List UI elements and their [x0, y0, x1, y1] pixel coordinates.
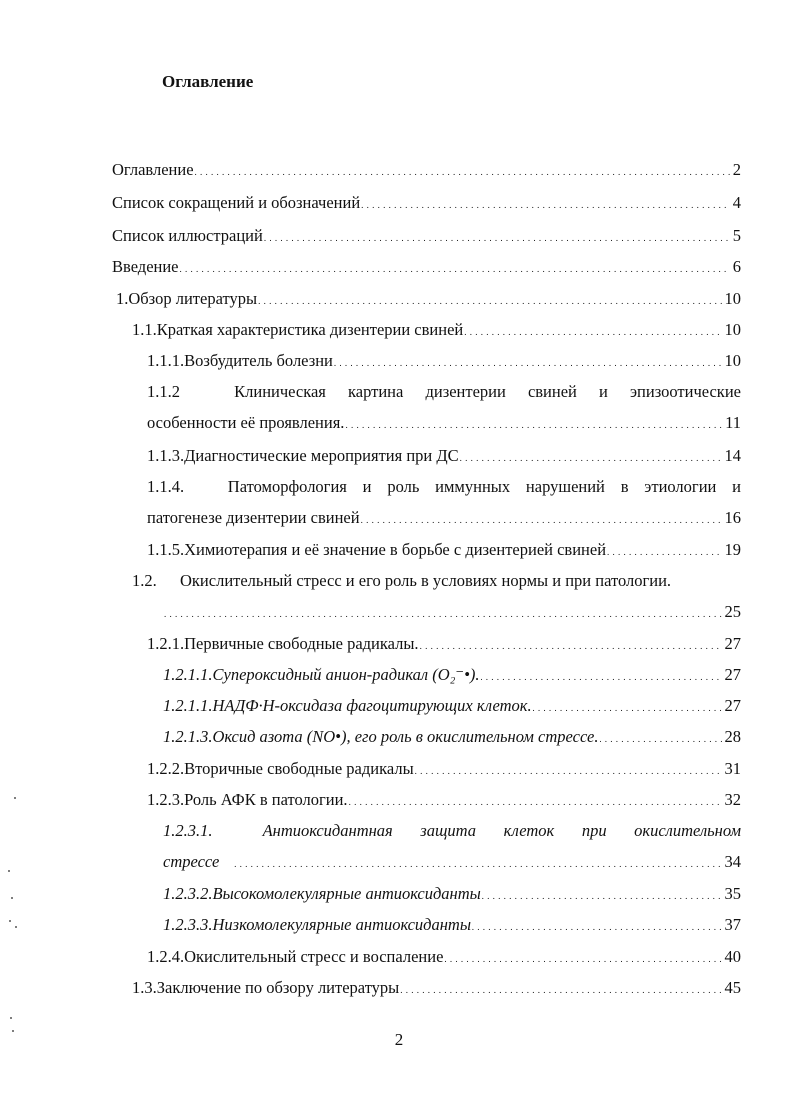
- leader-dots: [180, 257, 730, 277]
- toc-entry-page: 19: [724, 540, 741, 559]
- toc-word: и: [362, 477, 372, 496]
- toc-entry[interactable]: [112, 257, 741, 277]
- toc-entry[interactable]: [147, 446, 741, 466]
- toc-entry[interactable]: [163, 884, 741, 904]
- toc-word: свиней: [527, 382, 577, 401]
- toc-entry-number: 1.2.4.: [147, 947, 185, 966]
- toc-word: Антиоксидантная: [262, 821, 393, 840]
- scan-speck: [8, 870, 10, 872]
- toc-entry-title: Обзор литературы: [128, 289, 258, 308]
- scan-speck: [11, 897, 13, 899]
- scan-speck: [10, 1017, 12, 1019]
- leader-dots: [195, 160, 730, 180]
- toc-entry-title: Заключение по обзору литературы: [156, 978, 400, 997]
- scan-speck: [9, 920, 11, 922]
- leader-dots: [361, 193, 730, 213]
- toc-entry-number: 1.1.: [132, 320, 157, 339]
- toc-entry-page: 6: [732, 257, 741, 276]
- toc-entry-page: 27: [724, 665, 741, 684]
- toc-entry-number: 1.2.: [132, 571, 157, 590]
- toc-entry-first-line[interactable]: [132, 571, 741, 591]
- toc-word: Клиническая: [234, 382, 326, 401]
- toc-entry-page: 14: [724, 446, 741, 465]
- toc-entry[interactable]: [132, 320, 741, 340]
- page-number: 2: [394, 1030, 404, 1049]
- toc-entry-title: Краткая характеристика дизентерии свиней: [156, 320, 464, 339]
- toc-entry[interactable]: [163, 915, 741, 935]
- toc-entry[interactable]: [147, 508, 741, 528]
- toc-word: Патоморфология: [227, 477, 347, 496]
- toc-entry-page: 16: [724, 508, 741, 527]
- toc-entry[interactable]: [147, 634, 741, 654]
- leader-dots: [481, 665, 722, 685]
- toc-entry-number: 1.1.5.: [147, 540, 185, 559]
- toc-entry-title: Список сокращений и обозначений: [112, 193, 361, 212]
- toc-entry-number: 1.2.1.: [147, 634, 185, 653]
- toc-word: эпизоотические: [629, 382, 741, 401]
- leader-dots: [464, 320, 721, 340]
- toc-entry-page: 10: [724, 320, 741, 339]
- toc-entry-title: Список иллюстраций: [112, 226, 263, 245]
- toc-entry-number: 1.2.1.1.: [163, 665, 213, 684]
- leader-dots: [334, 351, 722, 371]
- toc-entry-title: Супероксидный анион-радикал (O₂⁻•).: [212, 665, 480, 684]
- leader-dots: [264, 226, 730, 246]
- leader-dots: [600, 727, 722, 747]
- toc-entry-title: Первичные свободные радикалы.: [184, 634, 419, 653]
- toc-entry-page: 34: [724, 852, 741, 871]
- toc-entry-number: 1.2.3.1.: [163, 821, 213, 840]
- toc-word: дизентерии: [425, 382, 506, 401]
- toc-entry-title: Оглавление: [112, 160, 194, 179]
- toc-entry-page: 25: [724, 602, 741, 621]
- toc-entry-page: 45: [724, 978, 741, 997]
- toc-entry[interactable]: [147, 413, 741, 433]
- toc-word: иммунных: [435, 477, 511, 496]
- toc-entry[interactable]: [147, 759, 741, 779]
- toc-entry-page: 35: [724, 884, 741, 903]
- leader-dots: [460, 446, 722, 466]
- toc-entry-title: НАДФ·Н-оксидаза фагоцитирующих клеток.: [212, 696, 532, 715]
- toc-entry-title-cont: особенности её проявления.: [147, 413, 345, 432]
- leader-dots: [345, 413, 722, 433]
- toc-entry[interactable]: [163, 852, 741, 872]
- toc-entry-title: Диагностические мероприятия при ДС: [184, 446, 459, 465]
- leader-dots: [420, 634, 722, 654]
- toc-entry-number: 1.2.3.2.: [163, 884, 213, 903]
- toc-entry[interactable]: [147, 947, 741, 967]
- leader-dots: [234, 852, 721, 872]
- toc-word: и: [599, 382, 608, 401]
- toc-entry-page: 11: [725, 413, 741, 432]
- toc-word: роль: [387, 477, 420, 496]
- toc-entry-number: 1.2.1.3.: [163, 727, 213, 746]
- toc-entry-number: 1.1.3.: [147, 446, 185, 465]
- toc-entry[interactable]: [147, 790, 741, 810]
- toc-entry-title: Введение: [112, 257, 179, 276]
- toc-entry-number: 1.1.4.: [147, 477, 185, 496]
- leader-dots: [258, 289, 721, 309]
- toc-entry[interactable]: [116, 289, 741, 309]
- leader-dots: [400, 978, 721, 998]
- toc-entry-title: Окислительный стресс и его роль в условиях нормы и при патологии.: [180, 571, 672, 590]
- toc-entry-page: 10: [724, 351, 741, 370]
- toc-entry-number: 1.1.1.: [147, 351, 185, 370]
- toc-word: нарушений: [525, 477, 605, 496]
- leader-dots: [164, 602, 722, 622]
- toc-word: картина: [348, 382, 404, 401]
- scan-speck: [15, 926, 17, 928]
- toc-entry[interactable]: [147, 351, 741, 371]
- toc-word: и: [732, 477, 741, 496]
- leader-dots: [482, 884, 722, 904]
- toc-entry-number: 1.2.3.: [147, 790, 185, 809]
- toc-word: окислительном: [634, 821, 741, 840]
- toc-entry-title: Оксид азота (NO•), его роль в окислительном стрессе.: [212, 727, 599, 746]
- toc-word: при: [581, 821, 607, 840]
- toc-word: клеток: [503, 821, 555, 840]
- toc-entry-number: 1.2.2.: [147, 759, 185, 778]
- toc-word: в: [620, 477, 629, 496]
- leader-dots: [607, 540, 721, 560]
- leader-dots: [472, 915, 721, 935]
- toc-entry[interactable]: [147, 540, 741, 560]
- leader-dots: [533, 696, 722, 716]
- toc-entry-number: 1.1.2: [147, 382, 180, 401]
- toc-entry-page: 28: [724, 727, 741, 746]
- toc-entry-page: 37: [724, 915, 741, 934]
- toc-entry-page: 10: [724, 289, 741, 308]
- toc-entry[interactable]: [132, 978, 741, 998]
- leader-dots: [415, 759, 722, 779]
- page-title: Оглавление: [162, 72, 254, 91]
- toc-entry-first-line[interactable]: [147, 477, 741, 497]
- toc-entry[interactable]: [163, 727, 741, 747]
- toc-entry[interactable]: [112, 160, 741, 180]
- toc-entry[interactable]: [163, 696, 741, 716]
- leader-dots: [444, 947, 721, 967]
- toc-entry-page: 27: [724, 634, 741, 653]
- leader-dots: [361, 508, 722, 528]
- toc-entry-page: 31: [724, 759, 741, 778]
- leader-dots: [349, 790, 722, 810]
- toc-word: защита: [420, 821, 477, 840]
- toc-entry-page: 5: [732, 226, 741, 245]
- toc-entry[interactable]: [112, 226, 741, 246]
- toc-entry-title: Роль АФК в патологии.: [184, 790, 348, 809]
- toc-entry-title: Вторичные свободные радикалы: [184, 759, 414, 778]
- toc-entry-title: Возбудитель болезни: [184, 351, 333, 370]
- toc-entry-title-cont: патогенезе дизентерии свиней: [147, 508, 360, 527]
- toc-entry-title: Высокомолекулярные антиоксиданты: [212, 884, 481, 903]
- toc-entry-first-line[interactable]: [163, 821, 741, 841]
- toc-entry[interactable]: [112, 193, 741, 213]
- toc-entry-title: Низкомолекулярные антиоксиданты: [212, 915, 472, 934]
- toc-entry[interactable]: [163, 665, 741, 685]
- scan-speck: [14, 797, 16, 799]
- toc-entry-number: 1.2.3.3.: [163, 915, 213, 934]
- toc-entry-number: 1.2.1.1.: [163, 696, 213, 715]
- toc-entry-page: 27: [724, 696, 741, 715]
- toc-entry-page: 2: [732, 160, 741, 179]
- toc-word: этиологии: [644, 477, 717, 496]
- toc-entry[interactable]: [163, 602, 741, 622]
- toc-entry-page: 4: [732, 193, 741, 212]
- toc-entry-title: Химиотерапия и её значение в борьбе с дизентерией свиней: [184, 540, 607, 559]
- toc-entry-page: 40: [724, 947, 741, 966]
- toc-entry-title: Окислительный стресс и воспаление: [184, 947, 444, 966]
- toc-entry-title-cont: стрессе: [163, 852, 220, 871]
- toc-entry-first-line[interactable]: [147, 382, 741, 402]
- toc-entry-number: 1.: [116, 289, 129, 308]
- toc-entry-page: 32: [724, 790, 741, 809]
- toc-entry-number: 1.3.: [132, 978, 157, 997]
